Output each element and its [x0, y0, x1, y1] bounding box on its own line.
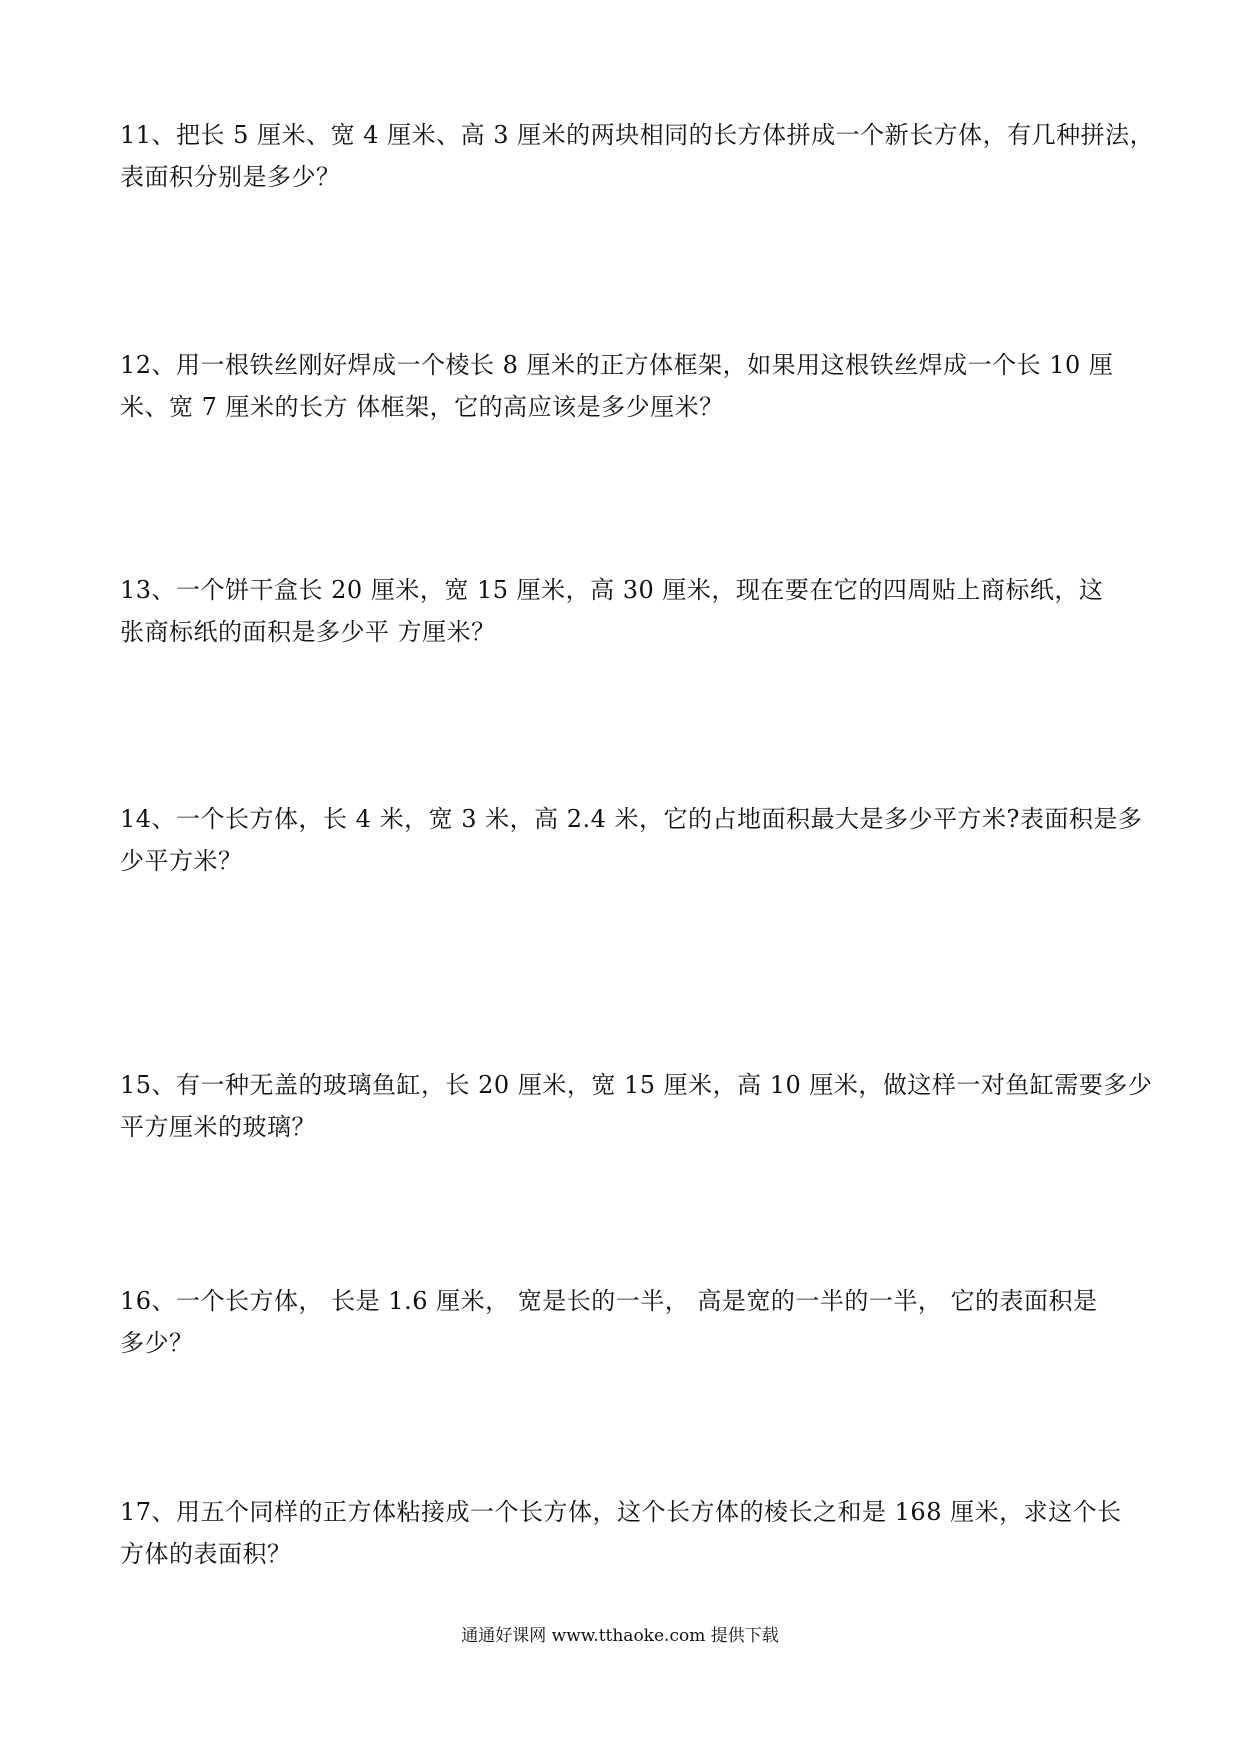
question-16	[120, 1280, 1130, 1364]
question-12-line-2: 米、宽 7 厘米的长方 体框架，它的高应该是多少厘米？	[120, 393, 724, 421]
question-17-line-2: 方体的表面积？	[120, 1540, 292, 1568]
question-14-line-1: 14、一个长方体，长 4 米，宽 3 米，高 2.4 米，它的占地面积最大是多少平方米?表面积是多	[120, 805, 1143, 833]
question-14-line-2: 少平方米？	[120, 847, 243, 875]
question-12	[120, 344, 1130, 428]
question-13	[120, 569, 1130, 653]
question-11-line-2: 表面积分别是多少？	[120, 163, 341, 191]
question-11	[120, 114, 1155, 198]
question-12-line-1: 12、用一根铁丝刚好焊成一个棱长 8 厘米的正方体框架，如果用这根铁丝焊成一个长 10 厘	[120, 351, 1114, 379]
question-13-line-2: 张商标纸的面积是多少平 方厘米？	[120, 618, 496, 646]
page-footer: 通通好课网 www.tthaoke.com 提供下载	[461, 1626, 779, 1646]
question-16-line-1: 16、一个长方体， 长是 1.6 厘米， 宽是长的一半， 高是宽的一半的一半， 它的表面积是	[120, 1287, 1098, 1315]
question-15-line-2: 平方厘米的玻璃？	[120, 1113, 316, 1141]
question-17-line-1: 17、用五个同样的正方体粘接成一个长方体，这个长方体的棱长之和是 168 厘米，求这个长	[120, 1498, 1122, 1526]
question-15	[120, 1064, 1153, 1148]
question-17	[120, 1491, 1130, 1575]
question-15-line-1: 15、有一种无盖的玻璃鱼缸，长 20 厘米，宽 15 厘米，高 10 厘米，做这样一对鱼缸需要多少	[120, 1071, 1153, 1099]
question-11-line-1: 11、把长 5 厘米、宽 4 厘米、高 3 厘米的两块相同的长方体拼成一个新长方体，有几种拼法，	[120, 121, 1155, 149]
question-14	[120, 798, 1143, 882]
question-13-line-1: 13、一个饼干盒长 20 厘米，宽 15 厘米，高 30 厘米，现在要在它的四周贴上商标纸，这	[120, 576, 1104, 604]
question-16-line-2: 多少？	[120, 1329, 194, 1357]
